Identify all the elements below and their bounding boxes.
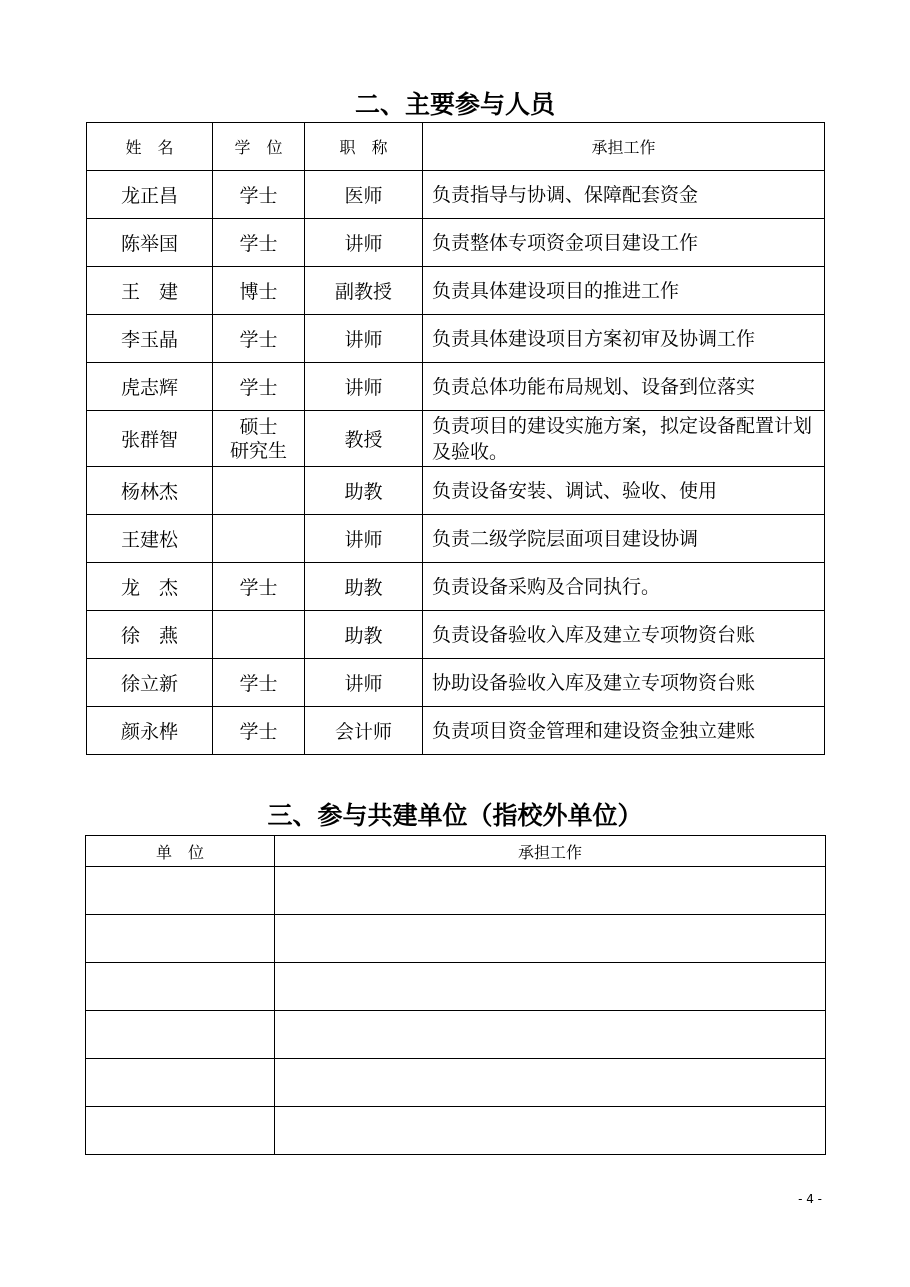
cell-work: 负责项目资金管理和建设资金独立建账 xyxy=(423,707,825,755)
table-row xyxy=(86,963,826,1011)
table-row xyxy=(86,1107,826,1155)
cell-title: 助教 xyxy=(305,563,423,611)
cell-degree xyxy=(213,467,305,515)
cell-title: 医师 xyxy=(305,171,423,219)
cell-work: 协助设备验收入库及建立专项物资台账 xyxy=(423,659,825,707)
cell-unit xyxy=(86,963,275,1011)
table-row xyxy=(87,707,825,755)
page-number: - 4 - xyxy=(798,1192,822,1206)
table-row xyxy=(87,315,825,363)
section-title-participants: 二、主要参与人员 xyxy=(354,90,555,119)
cell-unit xyxy=(86,867,275,915)
cell-degree: 学士 xyxy=(213,563,305,611)
cell-name: 颜永桦 xyxy=(87,707,213,755)
cell-title: 讲师 xyxy=(305,219,423,267)
cell-work: 负责项目的建设实施方案，拟定设备配置计划及验收。 xyxy=(423,411,825,467)
cell-title: 讲师 xyxy=(305,659,423,707)
cell-name: 徐立新 xyxy=(87,659,213,707)
cell-title: 助教 xyxy=(305,611,423,659)
degree-line-1: 硕士 xyxy=(239,415,278,438)
cell-work xyxy=(275,1107,826,1155)
cell-degree: 学士 xyxy=(213,219,305,267)
header-title: 职 称 xyxy=(305,123,423,171)
table-header-row xyxy=(87,123,825,171)
cell-name: 陈举国 xyxy=(87,219,213,267)
cell-work: 负责设备采购及合同执行。 xyxy=(423,563,825,611)
cell-work xyxy=(275,1011,826,1059)
table-row xyxy=(87,611,825,659)
cell-title: 讲师 xyxy=(305,363,423,411)
table-row xyxy=(87,363,825,411)
cell-title: 助教 xyxy=(305,467,423,515)
header-degree: 学 位 xyxy=(213,123,305,171)
cell-name: 李玉晶 xyxy=(87,315,213,363)
header-unit: 单 位 xyxy=(86,836,275,867)
header-work: 承担工作 xyxy=(275,836,826,867)
cell-work: 负责设备验收入库及建立专项物资台账 xyxy=(423,611,825,659)
table-row xyxy=(87,267,825,315)
cell-name: 徐 燕 xyxy=(87,611,213,659)
cell-work: 负责指导与协调、保障配套资金 xyxy=(423,171,825,219)
cell-work: 负责总体功能布局规划、设备到位落实 xyxy=(423,363,825,411)
cell-work: 负责设备安装、调试、验收、使用 xyxy=(423,467,825,515)
table-row xyxy=(87,219,825,267)
cell-work: 负责整体专项资金项目建设工作 xyxy=(423,219,825,267)
partner-units-table xyxy=(85,835,826,1155)
cell-name: 龙 杰 xyxy=(87,563,213,611)
cell-degree: 学士 xyxy=(213,363,305,411)
cell-name: 杨林杰 xyxy=(87,467,213,515)
cell-work xyxy=(275,915,826,963)
table-row xyxy=(87,411,825,467)
cell-name: 虎志辉 xyxy=(87,363,213,411)
cell-work: 负责具体建设项目方案初审及协调工作 xyxy=(423,315,825,363)
cell-unit xyxy=(86,1059,275,1107)
cell-title: 会计师 xyxy=(305,707,423,755)
cell-degree: 学士 xyxy=(213,659,305,707)
table-row xyxy=(86,915,826,963)
cell-name: 龙正昌 xyxy=(87,171,213,219)
degree-line-2: 研究生 xyxy=(229,439,287,462)
cell-degree: 学士 xyxy=(213,707,305,755)
participants-table xyxy=(86,122,825,755)
header-name: 姓 名 xyxy=(87,123,213,171)
section-title-partner-units: 三、参与共建单位（指校外单位） xyxy=(267,801,643,830)
table-header-row xyxy=(86,836,826,867)
cell-unit xyxy=(86,1107,275,1155)
cell-work xyxy=(275,867,826,915)
cell-work xyxy=(275,1059,826,1107)
cell-work: 负责具体建设项目的推进工作 xyxy=(423,267,825,315)
table-row xyxy=(87,515,825,563)
cell-unit xyxy=(86,1011,275,1059)
table-row xyxy=(87,563,825,611)
cell-work xyxy=(275,963,826,1011)
cell-name: 张群智 xyxy=(87,411,213,467)
header-work: 承担工作 xyxy=(423,123,825,171)
cell-degree xyxy=(213,515,305,563)
cell-degree: 博士 xyxy=(213,267,305,315)
table-row xyxy=(87,467,825,515)
cell-name: 王建松 xyxy=(87,515,213,563)
table-row xyxy=(87,659,825,707)
table-row xyxy=(87,171,825,219)
cell-name: 王 建 xyxy=(87,267,213,315)
table-row xyxy=(86,867,826,915)
cell-work: 负责二级学院层面项目建设协调 xyxy=(423,515,825,563)
cell-title: 副教授 xyxy=(305,267,423,315)
cell-degree: 学士 xyxy=(213,315,305,363)
table-row xyxy=(86,1011,826,1059)
cell-title: 讲师 xyxy=(305,315,423,363)
cell-degree: 学士 xyxy=(213,171,305,219)
cell-unit xyxy=(86,915,275,963)
cell-degree xyxy=(213,611,305,659)
cell-title: 讲师 xyxy=(305,515,423,563)
cell-degree xyxy=(213,411,305,467)
cell-title: 教授 xyxy=(305,411,423,467)
table-row xyxy=(86,1059,826,1107)
